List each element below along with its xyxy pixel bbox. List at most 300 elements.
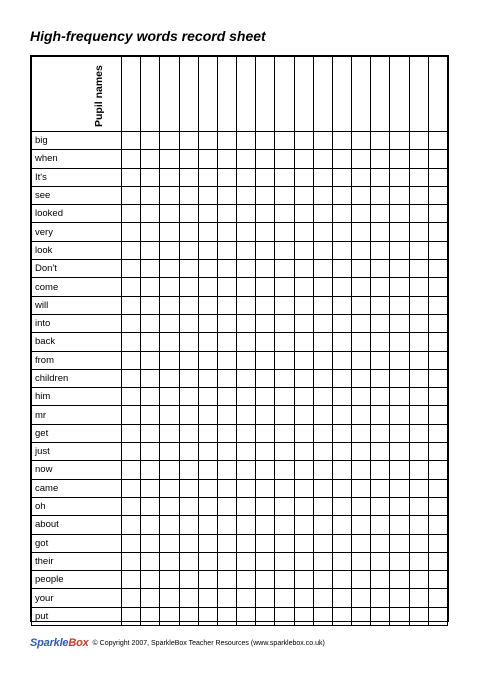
record-cell[interactable]	[198, 534, 217, 552]
record-cell[interactable]	[141, 424, 160, 442]
record-cell[interactable]	[198, 571, 217, 589]
record-cell[interactable]	[390, 351, 409, 369]
record-cell[interactable]	[179, 516, 198, 534]
record-cell[interactable]	[275, 497, 294, 515]
record-cell[interactable]	[122, 260, 141, 278]
record-cell[interactable]	[256, 388, 275, 406]
record-cell[interactable]	[275, 168, 294, 186]
record-cell[interactable]	[428, 607, 447, 625]
record-cell[interactable]	[409, 205, 428, 223]
record-cell[interactable]	[409, 333, 428, 351]
record-cell[interactable]	[198, 223, 217, 241]
record-cell[interactable]	[256, 186, 275, 204]
record-cell[interactable]	[294, 552, 313, 570]
record-cell[interactable]	[275, 223, 294, 241]
record-cell[interactable]	[160, 150, 179, 168]
record-cell[interactable]	[256, 132, 275, 150]
record-cell[interactable]	[371, 516, 390, 534]
record-cell[interactable]	[217, 406, 236, 424]
record-cell[interactable]	[160, 351, 179, 369]
record-cell[interactable]	[294, 443, 313, 461]
record-cell[interactable]	[122, 406, 141, 424]
record-cell[interactable]	[237, 516, 256, 534]
record-cell[interactable]	[390, 168, 409, 186]
record-cell[interactable]	[122, 571, 141, 589]
record-cell[interactable]	[198, 406, 217, 424]
record-cell[interactable]	[141, 497, 160, 515]
record-cell[interactable]	[294, 132, 313, 150]
record-cell[interactable]	[256, 278, 275, 296]
record-cell[interactable]	[390, 497, 409, 515]
record-cell[interactable]	[122, 205, 141, 223]
record-cell[interactable]	[237, 607, 256, 625]
record-cell[interactable]	[371, 589, 390, 607]
record-cell[interactable]	[122, 369, 141, 387]
record-cell[interactable]	[160, 223, 179, 241]
record-cell[interactable]	[390, 479, 409, 497]
record-cell[interactable]	[141, 150, 160, 168]
record-cell[interactable]	[217, 314, 236, 332]
record-cell[interactable]	[313, 205, 332, 223]
record-cell[interactable]	[141, 351, 160, 369]
record-cell[interactable]	[217, 351, 236, 369]
pupil-name-cell[interactable]	[160, 57, 179, 132]
record-cell[interactable]	[141, 461, 160, 479]
record-cell[interactable]	[409, 223, 428, 241]
record-cell[interactable]	[160, 260, 179, 278]
record-cell[interactable]	[237, 461, 256, 479]
record-cell[interactable]	[160, 607, 179, 625]
record-cell[interactable]	[256, 333, 275, 351]
record-cell[interactable]	[179, 571, 198, 589]
record-cell[interactable]	[428, 314, 447, 332]
record-cell[interactable]	[160, 132, 179, 150]
record-cell[interactable]	[275, 388, 294, 406]
record-cell[interactable]	[390, 424, 409, 442]
record-cell[interactable]	[237, 241, 256, 259]
record-cell[interactable]	[409, 497, 428, 515]
record-cell[interactable]	[428, 223, 447, 241]
record-cell[interactable]	[428, 296, 447, 314]
record-cell[interactable]	[179, 461, 198, 479]
record-cell[interactable]	[179, 296, 198, 314]
record-cell[interactable]	[237, 552, 256, 570]
record-cell[interactable]	[352, 351, 371, 369]
record-cell[interactable]	[217, 443, 236, 461]
record-cell[interactable]	[352, 497, 371, 515]
record-cell[interactable]	[256, 497, 275, 515]
record-cell[interactable]	[198, 388, 217, 406]
record-cell[interactable]	[313, 406, 332, 424]
record-cell[interactable]	[428, 168, 447, 186]
record-cell[interactable]	[371, 607, 390, 625]
record-cell[interactable]	[237, 296, 256, 314]
record-cell[interactable]	[141, 406, 160, 424]
record-cell[interactable]	[217, 589, 236, 607]
pupil-name-cell[interactable]	[141, 57, 160, 132]
record-cell[interactable]	[275, 278, 294, 296]
record-cell[interactable]	[198, 260, 217, 278]
record-cell[interactable]	[294, 205, 313, 223]
record-cell[interactable]	[313, 296, 332, 314]
record-cell[interactable]	[160, 424, 179, 442]
pupil-name-cell[interactable]	[179, 57, 198, 132]
record-cell[interactable]	[141, 186, 160, 204]
record-cell[interactable]	[256, 571, 275, 589]
record-cell[interactable]	[313, 241, 332, 259]
record-cell[interactable]	[275, 296, 294, 314]
record-cell[interactable]	[313, 424, 332, 442]
pupil-name-cell[interactable]	[217, 57, 236, 132]
pupil-name-cell[interactable]	[237, 57, 256, 132]
record-cell[interactable]	[237, 132, 256, 150]
record-cell[interactable]	[122, 552, 141, 570]
record-cell[interactable]	[332, 461, 351, 479]
record-cell[interactable]	[275, 443, 294, 461]
record-cell[interactable]	[141, 571, 160, 589]
record-cell[interactable]	[237, 443, 256, 461]
record-cell[interactable]	[428, 186, 447, 204]
record-cell[interactable]	[428, 571, 447, 589]
record-cell[interactable]	[160, 516, 179, 534]
record-cell[interactable]	[179, 388, 198, 406]
record-cell[interactable]	[352, 205, 371, 223]
record-cell[interactable]	[313, 497, 332, 515]
record-cell[interactable]	[237, 571, 256, 589]
record-cell[interactable]	[332, 260, 351, 278]
record-cell[interactable]	[275, 479, 294, 497]
record-cell[interactable]	[275, 351, 294, 369]
record-cell[interactable]	[179, 186, 198, 204]
record-cell[interactable]	[294, 406, 313, 424]
record-cell[interactable]	[275, 333, 294, 351]
record-cell[interactable]	[371, 168, 390, 186]
record-cell[interactable]	[409, 552, 428, 570]
record-cell[interactable]	[371, 314, 390, 332]
record-cell[interactable]	[390, 241, 409, 259]
record-cell[interactable]	[428, 479, 447, 497]
record-cell[interactable]	[237, 150, 256, 168]
record-cell[interactable]	[122, 132, 141, 150]
record-cell[interactable]	[371, 186, 390, 204]
record-cell[interactable]	[390, 607, 409, 625]
record-cell[interactable]	[198, 351, 217, 369]
record-cell[interactable]	[390, 132, 409, 150]
record-cell[interactable]	[428, 333, 447, 351]
record-cell[interactable]	[237, 351, 256, 369]
record-cell[interactable]	[160, 186, 179, 204]
record-cell[interactable]	[294, 223, 313, 241]
pupil-name-cell[interactable]	[198, 57, 217, 132]
record-cell[interactable]	[409, 534, 428, 552]
record-cell[interactable]	[198, 168, 217, 186]
record-cell[interactable]	[294, 424, 313, 442]
pupil-name-cell[interactable]	[390, 57, 409, 132]
record-cell[interactable]	[332, 534, 351, 552]
record-cell[interactable]	[352, 296, 371, 314]
record-cell[interactable]	[332, 516, 351, 534]
record-cell[interactable]	[294, 186, 313, 204]
record-cell[interactable]	[275, 406, 294, 424]
record-cell[interactable]	[409, 369, 428, 387]
record-cell[interactable]	[390, 552, 409, 570]
record-cell[interactable]	[198, 369, 217, 387]
record-cell[interactable]	[313, 223, 332, 241]
record-cell[interactable]	[256, 534, 275, 552]
record-cell[interactable]	[371, 150, 390, 168]
record-cell[interactable]	[409, 260, 428, 278]
record-cell[interactable]	[371, 333, 390, 351]
record-cell[interactable]	[256, 607, 275, 625]
record-cell[interactable]	[352, 443, 371, 461]
record-cell[interactable]	[294, 479, 313, 497]
record-cell[interactable]	[409, 406, 428, 424]
record-cell[interactable]	[256, 260, 275, 278]
record-cell[interactable]	[179, 552, 198, 570]
record-cell[interactable]	[160, 314, 179, 332]
record-cell[interactable]	[390, 589, 409, 607]
record-cell[interactable]	[294, 589, 313, 607]
record-cell[interactable]	[141, 260, 160, 278]
record-cell[interactable]	[160, 534, 179, 552]
record-cell[interactable]	[179, 607, 198, 625]
record-cell[interactable]	[198, 479, 217, 497]
record-cell[interactable]	[352, 388, 371, 406]
record-cell[interactable]	[198, 132, 217, 150]
record-cell[interactable]	[371, 296, 390, 314]
record-cell[interactable]	[313, 571, 332, 589]
record-cell[interactable]	[313, 534, 332, 552]
pupil-name-cell[interactable]	[409, 57, 428, 132]
record-cell[interactable]	[428, 132, 447, 150]
record-cell[interactable]	[198, 333, 217, 351]
record-cell[interactable]	[409, 443, 428, 461]
record-cell[interactable]	[179, 443, 198, 461]
record-cell[interactable]	[371, 443, 390, 461]
record-cell[interactable]	[256, 314, 275, 332]
record-cell[interactable]	[217, 260, 236, 278]
record-cell[interactable]	[390, 205, 409, 223]
record-cell[interactable]	[237, 424, 256, 442]
record-cell[interactable]	[313, 260, 332, 278]
record-cell[interactable]	[256, 351, 275, 369]
record-cell[interactable]	[294, 314, 313, 332]
record-cell[interactable]	[122, 186, 141, 204]
record-cell[interactable]	[141, 589, 160, 607]
record-cell[interactable]	[217, 552, 236, 570]
record-cell[interactable]	[198, 241, 217, 259]
record-cell[interactable]	[313, 333, 332, 351]
record-cell[interactable]	[371, 534, 390, 552]
pupil-name-cell[interactable]	[275, 57, 294, 132]
record-cell[interactable]	[294, 351, 313, 369]
record-cell[interactable]	[428, 534, 447, 552]
record-cell[interactable]	[256, 296, 275, 314]
record-cell[interactable]	[332, 479, 351, 497]
record-cell[interactable]	[179, 534, 198, 552]
record-cell[interactable]	[332, 388, 351, 406]
record-cell[interactable]	[313, 150, 332, 168]
record-cell[interactable]	[352, 534, 371, 552]
record-cell[interactable]	[122, 589, 141, 607]
record-cell[interactable]	[275, 424, 294, 442]
record-cell[interactable]	[352, 260, 371, 278]
record-cell[interactable]	[409, 186, 428, 204]
record-cell[interactable]	[160, 296, 179, 314]
record-cell[interactable]	[179, 260, 198, 278]
record-cell[interactable]	[141, 369, 160, 387]
record-cell[interactable]	[294, 260, 313, 278]
record-cell[interactable]	[371, 132, 390, 150]
record-cell[interactable]	[409, 607, 428, 625]
record-cell[interactable]	[256, 150, 275, 168]
record-cell[interactable]	[217, 168, 236, 186]
record-cell[interactable]	[428, 241, 447, 259]
record-cell[interactable]	[256, 223, 275, 241]
record-cell[interactable]	[352, 424, 371, 442]
record-cell[interactable]	[390, 461, 409, 479]
record-cell[interactable]	[371, 571, 390, 589]
record-cell[interactable]	[198, 186, 217, 204]
record-cell[interactable]	[371, 223, 390, 241]
record-cell[interactable]	[198, 150, 217, 168]
record-cell[interactable]	[428, 388, 447, 406]
record-cell[interactable]	[275, 552, 294, 570]
record-cell[interactable]	[198, 296, 217, 314]
record-cell[interactable]	[332, 607, 351, 625]
record-cell[interactable]	[256, 443, 275, 461]
record-cell[interactable]	[179, 406, 198, 424]
record-cell[interactable]	[217, 241, 236, 259]
record-cell[interactable]	[256, 205, 275, 223]
pupil-name-cell[interactable]	[428, 57, 447, 132]
record-cell[interactable]	[237, 369, 256, 387]
record-cell[interactable]	[122, 497, 141, 515]
record-cell[interactable]	[294, 296, 313, 314]
record-cell[interactable]	[390, 223, 409, 241]
record-cell[interactable]	[371, 351, 390, 369]
record-cell[interactable]	[428, 351, 447, 369]
record-cell[interactable]	[332, 223, 351, 241]
record-cell[interactable]	[409, 150, 428, 168]
record-cell[interactable]	[275, 314, 294, 332]
record-cell[interactable]	[217, 296, 236, 314]
record-cell[interactable]	[409, 516, 428, 534]
record-cell[interactable]	[352, 571, 371, 589]
record-cell[interactable]	[428, 516, 447, 534]
record-cell[interactable]	[409, 241, 428, 259]
record-cell[interactable]	[237, 534, 256, 552]
record-cell[interactable]	[428, 278, 447, 296]
record-cell[interactable]	[198, 497, 217, 515]
record-cell[interactable]	[217, 461, 236, 479]
record-cell[interactable]	[371, 241, 390, 259]
record-cell[interactable]	[352, 223, 371, 241]
record-cell[interactable]	[409, 424, 428, 442]
pupil-name-cell[interactable]	[371, 57, 390, 132]
record-cell[interactable]	[352, 241, 371, 259]
record-cell[interactable]	[179, 132, 198, 150]
record-cell[interactable]	[371, 479, 390, 497]
record-cell[interactable]	[160, 333, 179, 351]
record-cell[interactable]	[428, 150, 447, 168]
record-cell[interactable]	[294, 241, 313, 259]
record-cell[interactable]	[428, 443, 447, 461]
record-cell[interactable]	[371, 552, 390, 570]
record-cell[interactable]	[275, 186, 294, 204]
record-cell[interactable]	[332, 296, 351, 314]
record-cell[interactable]	[390, 278, 409, 296]
record-cell[interactable]	[275, 571, 294, 589]
record-cell[interactable]	[390, 571, 409, 589]
record-cell[interactable]	[332, 571, 351, 589]
record-cell[interactable]	[122, 443, 141, 461]
record-cell[interactable]	[428, 205, 447, 223]
record-cell[interactable]	[390, 534, 409, 552]
record-cell[interactable]	[141, 296, 160, 314]
record-cell[interactable]	[371, 424, 390, 442]
record-cell[interactable]	[275, 150, 294, 168]
record-cell[interactable]	[313, 516, 332, 534]
record-cell[interactable]	[256, 406, 275, 424]
record-cell[interactable]	[122, 168, 141, 186]
record-cell[interactable]	[122, 278, 141, 296]
record-cell[interactable]	[217, 278, 236, 296]
record-cell[interactable]	[160, 241, 179, 259]
record-cell[interactable]	[428, 552, 447, 570]
record-cell[interactable]	[313, 388, 332, 406]
record-cell[interactable]	[217, 186, 236, 204]
record-cell[interactable]	[352, 369, 371, 387]
record-cell[interactable]	[294, 168, 313, 186]
record-cell[interactable]	[332, 589, 351, 607]
record-cell[interactable]	[390, 369, 409, 387]
record-cell[interactable]	[409, 479, 428, 497]
record-cell[interactable]	[122, 314, 141, 332]
record-cell[interactable]	[409, 589, 428, 607]
record-cell[interactable]	[160, 589, 179, 607]
record-cell[interactable]	[352, 186, 371, 204]
record-cell[interactable]	[122, 461, 141, 479]
record-cell[interactable]	[332, 314, 351, 332]
record-cell[interactable]	[179, 333, 198, 351]
record-cell[interactable]	[352, 516, 371, 534]
record-cell[interactable]	[275, 241, 294, 259]
record-cell[interactable]	[428, 589, 447, 607]
record-cell[interactable]	[409, 314, 428, 332]
record-cell[interactable]	[428, 260, 447, 278]
record-cell[interactable]	[179, 278, 198, 296]
record-cell[interactable]	[122, 534, 141, 552]
record-cell[interactable]	[332, 168, 351, 186]
record-cell[interactable]	[179, 369, 198, 387]
record-cell[interactable]	[294, 278, 313, 296]
record-cell[interactable]	[313, 369, 332, 387]
record-cell[interactable]	[237, 205, 256, 223]
record-cell[interactable]	[237, 260, 256, 278]
record-cell[interactable]	[217, 479, 236, 497]
record-cell[interactable]	[141, 443, 160, 461]
record-cell[interactable]	[141, 607, 160, 625]
record-cell[interactable]	[313, 132, 332, 150]
record-cell[interactable]	[428, 424, 447, 442]
record-cell[interactable]	[237, 278, 256, 296]
record-cell[interactable]	[275, 260, 294, 278]
record-cell[interactable]	[332, 497, 351, 515]
record-cell[interactable]	[217, 333, 236, 351]
record-cell[interactable]	[217, 150, 236, 168]
record-cell[interactable]	[160, 168, 179, 186]
